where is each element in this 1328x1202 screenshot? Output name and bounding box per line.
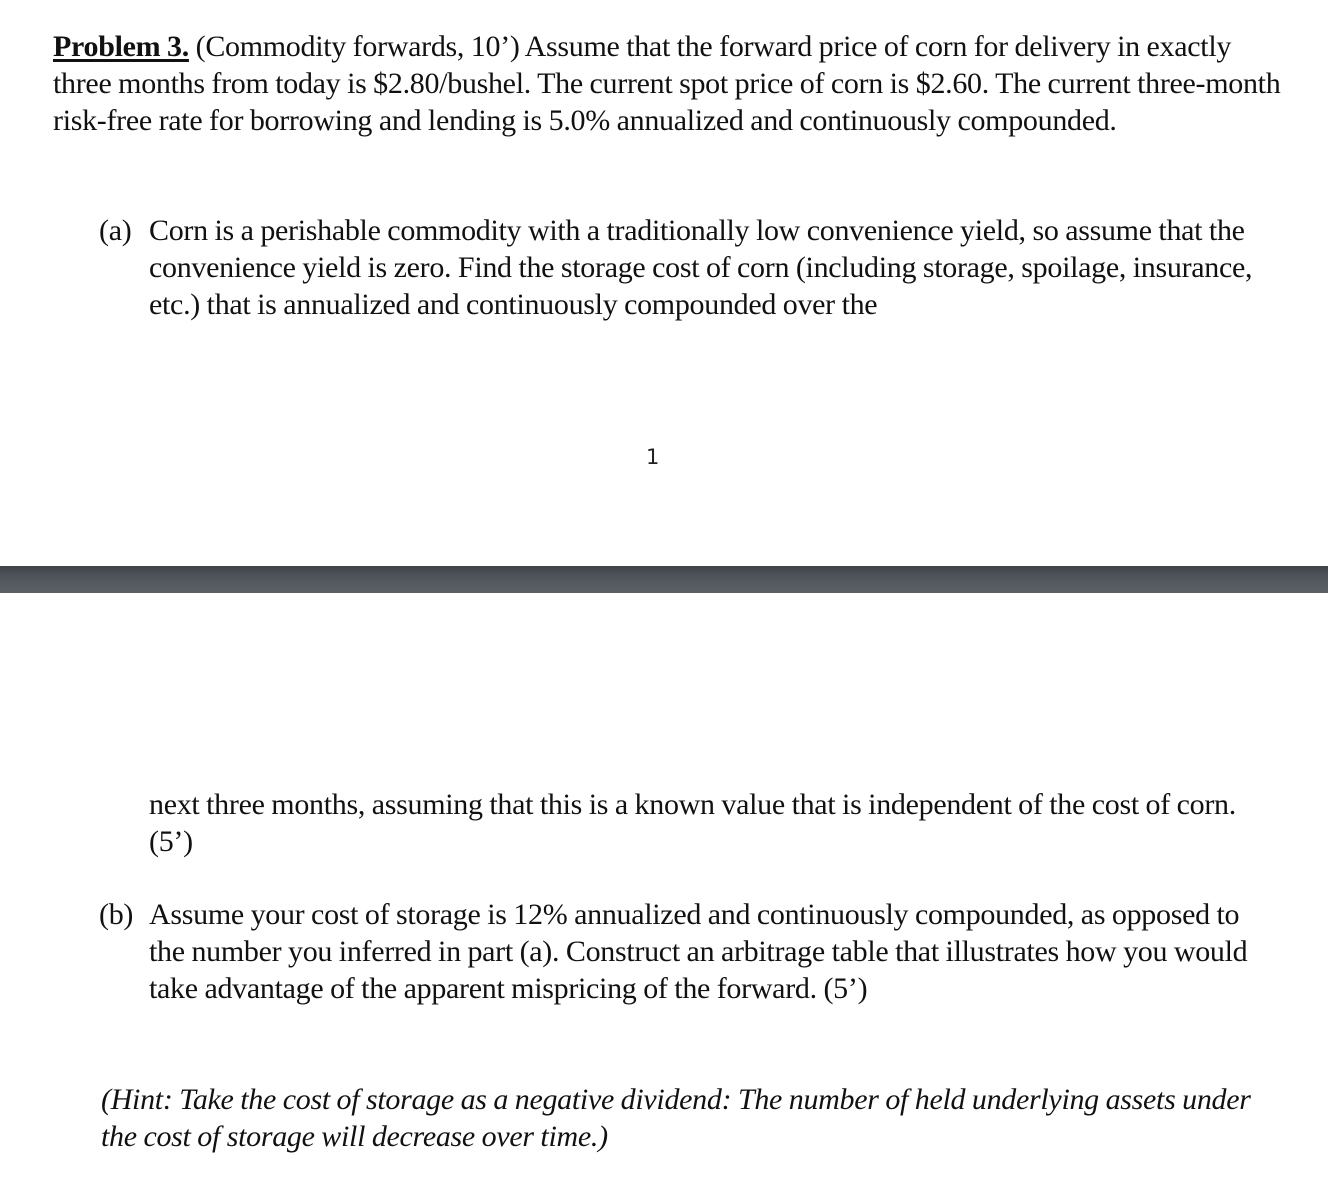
hint-text: (Hint: Take the cost of storage as a negative dividend: The number of held underlying assets under the cost of storage will decrease over time.) [101, 1083, 1251, 1153]
problem-heading: Problem 3. [53, 30, 189, 63]
part-a-label: (a) [99, 214, 132, 247]
page-separator [0, 566, 1328, 593]
part-b-label: (b) [99, 898, 134, 931]
part-b-text: Assume your cost of storage is 12% annualized and continuously compounded, as opposed to the number you inferred in part (a). Construct an arbitrage table that illustrates how you would take advantage of the apparent mispricing of the forward. (5’) [149, 898, 1248, 1005]
problem-intro-text: (Commodity forwards, 10’) Assume that the forward price of corn for delivery in exactly three months from today is $2.80/bushel. The current spot price of corn is $2.60. The current three-month risk-free rate for borrowing and lending is 5.0% annualized and continuously compounded. [53, 30, 1281, 137]
page-number: 1 [646, 445, 660, 469]
part-a-text-continued: next three months, assuming that this is a known value that is independent of the cost of corn. (5’) [149, 788, 1236, 858]
part-a-text: Corn is a perishable commodity with a traditionally low convenience yield, so assume that the convenience yield is zero. Find the storage cost of corn (including storage, spoilage, insurance, etc.) that is annualized and continuously compounded over the [149, 214, 1253, 321]
problem-statement [53, 28, 1288, 139]
